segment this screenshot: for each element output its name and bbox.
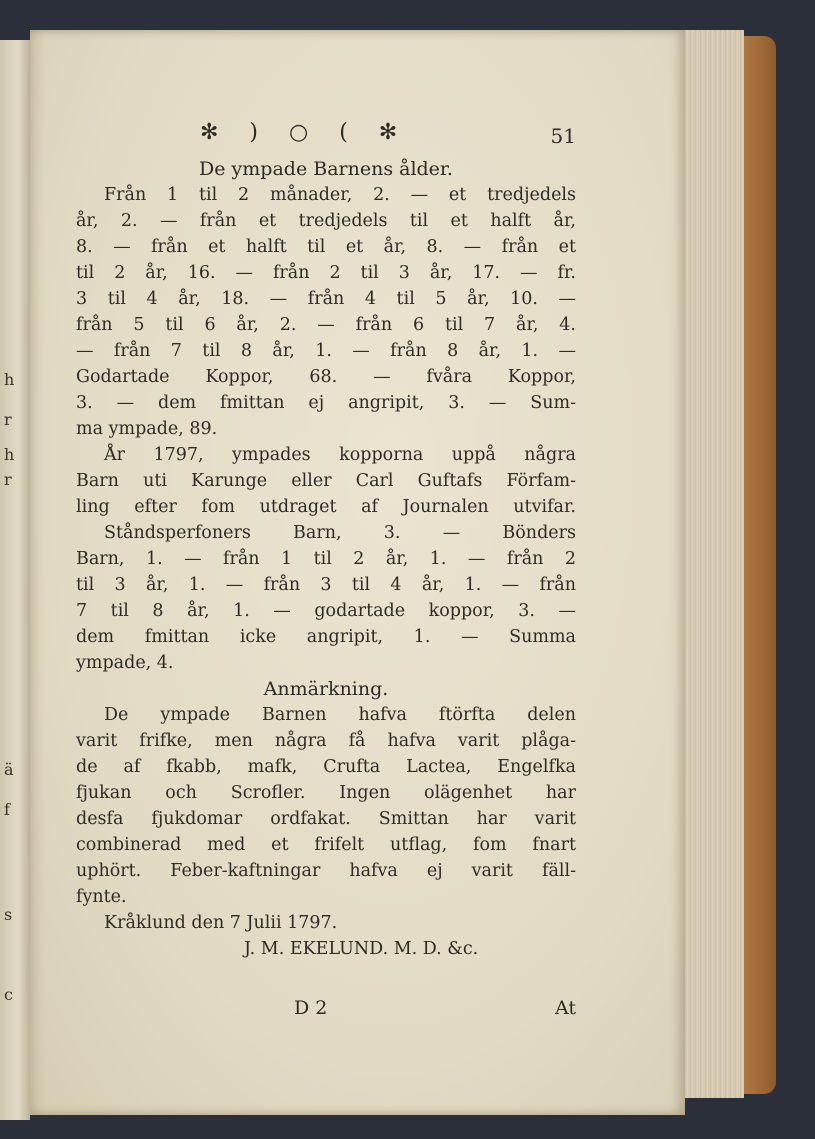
text-line: Barn, 1. — från 1 til 2 år, 1. — från 2 (76, 549, 576, 569)
left-page-edge (0, 40, 30, 1120)
text-line: — från 7 til 8 år, 1. — från 8 år, 1. — (76, 341, 576, 361)
text-line: dem fmittan icke angripit, 1. — Summa (76, 627, 576, 647)
left-margin-mark: h (4, 370, 15, 389)
text-line: til 3 år, 1. — från 3 til 4 år, 1. — från (76, 575, 576, 595)
left-margin-marks (0, 40, 30, 1120)
text-line: til 2 år, 16. — från 2 til 3 år, 17. — fr. (76, 263, 576, 283)
left-margin-mark: c (4, 985, 13, 1004)
page-text (76, 156, 576, 962)
text-line: De ympade Barnen hafva ftörfta delen (104, 705, 576, 725)
text-line: Barn uti Karunge eller Carl Guftafs Förfam- (76, 471, 576, 491)
text-line: 7 til 8 år, 1. — godartade koppor, 3. — (76, 601, 576, 621)
text-line: Godartade Koppor, 68. — fvåra Koppor, (76, 367, 576, 387)
text-line: fjukan och Scrofler. Ingen olägenhet har (76, 783, 576, 803)
header-ornament: ✻ ) ○ ( ✻ (200, 120, 410, 145)
text-line: År 1797, ympades kopporna uppå några (104, 445, 576, 465)
text-line: combinerad med et frifelt utflag, fom fnart (76, 835, 576, 855)
text-line: 3 til 4 år, 18. — från 4 til 5 år, 10. — (76, 289, 576, 309)
text-line: fynte. (76, 887, 127, 907)
left-margin-mark: h (4, 445, 15, 464)
text-line: J. M. EKELUND. M. D. &c. (244, 939, 479, 959)
text-line: de af fkabb, mafk, Crufta Lactea, Engelfka (76, 757, 576, 777)
left-margin-mark: s (4, 905, 13, 924)
text-line: Från 1 til 2 månader, 2. — et tredjedels (104, 185, 576, 205)
text-line: De ympade Barnens ålder. (199, 158, 453, 180)
text-line: 3. — dem fmittan ej angripit, 3. — Sum- (76, 393, 576, 413)
book-cover (740, 36, 776, 1094)
catchword: At (554, 997, 576, 1019)
text-line: ma ympade, 89. (76, 419, 218, 439)
left-margin-mark: f (4, 800, 10, 819)
text-line: Kråklund den 7 Julii 1797. (104, 913, 338, 933)
left-margin-mark: r (4, 470, 12, 489)
left-margin-mark: r (4, 410, 12, 429)
page-header (76, 120, 576, 154)
page-number: 51 (550, 124, 576, 148)
text-line: Anmärkning. (263, 678, 389, 700)
page-fore-edge (683, 30, 744, 1098)
text-line: ympade, 4. (76, 653, 174, 673)
text-line: Ståndsperfoners Barn, 3. — Bönders (104, 523, 576, 543)
text-line: varit frifke, men några få hafva varit plåga- (76, 731, 576, 751)
text-line: desfa fjukdomar ordfakat. Smittan har varit (76, 809, 576, 829)
signature-mark: D 2 (294, 997, 328, 1019)
text-line: 8. — från et halft til et år, 8. — från et (76, 237, 576, 257)
text-line: år, 2. — från et tredjedels til et halft år, (76, 211, 576, 231)
left-margin-mark: ä (4, 760, 14, 779)
text-line: uphört. Feber-kaftningar hafva ej varit fäll- (76, 861, 576, 881)
text-line: från 5 til 6 år, 2. — från 6 til 7 år, 4. (76, 315, 576, 335)
text-line: ling efter fom utdraget af Journalen utvifar. (76, 497, 576, 517)
